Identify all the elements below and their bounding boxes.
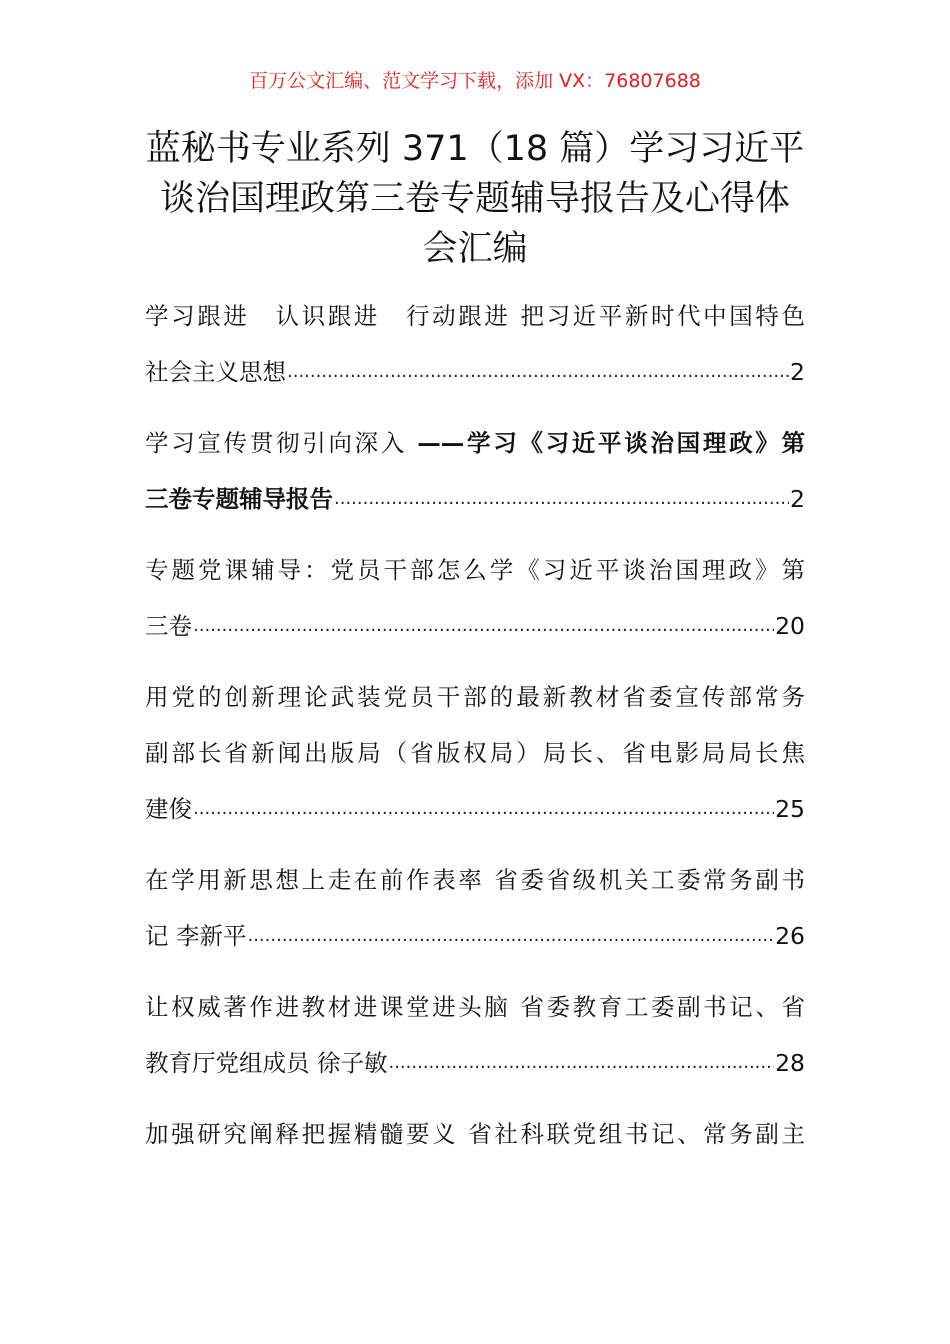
- toc-entry-text: 建俊: [145, 795, 192, 823]
- toc-entry[interactable]: [145, 542, 805, 654]
- toc-page-number: 25: [775, 795, 805, 823]
- dot-leader: [287, 344, 789, 400]
- toc-entry[interactable]: [145, 979, 805, 1091]
- toc-page-number: 20: [775, 612, 805, 640]
- dot-leader: [388, 1035, 774, 1091]
- dot-leader: [193, 598, 774, 654]
- toc-entry-text-normal: 学习宣传贯彻引向深入: [145, 429, 418, 457]
- table-of-contents: [145, 288, 805, 1177]
- toc-entry-text: 教育厅党组成员 徐子敏: [145, 1049, 388, 1077]
- title-line: 谈治国理政第三卷专题辅导报告及心得体: [159, 179, 790, 219]
- title-line: 蓝秘书专业系列 371（18 篇）学习习近平: [145, 129, 805, 169]
- document-title: [130, 124, 820, 274]
- toc-entry[interactable]: [145, 1106, 805, 1162]
- toc-entry-text: 副部长省新闻出版局（省版权局）局长、省电影局局长焦: [145, 739, 805, 767]
- toc-entry-text: [145, 415, 805, 471]
- toc-entry-text: 记 李新平: [145, 922, 247, 950]
- toc-entry[interactable]: [145, 669, 805, 837]
- toc-entry-text: 专题党课辅导：党员干部怎么学《习近平谈治国理政》第: [145, 556, 805, 584]
- toc-entry-text: 社会主义思想: [145, 358, 286, 386]
- toc-page-number: 26: [775, 922, 805, 950]
- toc-page-number: 2: [790, 358, 805, 386]
- title-line: 会汇编: [422, 229, 528, 269]
- toc-page-number: 2: [790, 485, 805, 513]
- toc-page-number: 28: [775, 1049, 805, 1077]
- toc-entry-text-bold: ——学习《习近平谈治国理政》第: [417, 429, 805, 457]
- toc-entry-text: 用党的创新理论武装党员干部的最新教材省委宣传部常务: [145, 683, 805, 711]
- toc-entry-text: 让权威著作进教材进课堂进头脑 省委教育工委副书记、省: [145, 993, 805, 1021]
- toc-entry[interactable]: [145, 415, 805, 527]
- toc-entry-text: 学习跟进 认识跟进 行动跟进 把习近平新时代中国特色: [145, 302, 805, 330]
- dot-leader: [247, 908, 774, 964]
- toc-entry[interactable]: [145, 288, 805, 400]
- toc-entry-text: 三卷专题辅导报告: [145, 485, 333, 513]
- toc-entry-text: 加强研究阐释把握精髓要义 省社科联党组书记、常务副主: [145, 1120, 805, 1148]
- toc-entry-text: 三卷: [145, 612, 192, 640]
- header-watermark-banner: 百万公文汇编、范文学习下载，添加 VX：76807688: [249, 70, 701, 92]
- dot-leader: [193, 781, 774, 837]
- toc-entry-text: 在学用新思想上走在前作表率 省委省级机关工委常务副书: [145, 866, 805, 894]
- dot-leader: [334, 471, 789, 527]
- toc-entry[interactable]: [145, 852, 805, 964]
